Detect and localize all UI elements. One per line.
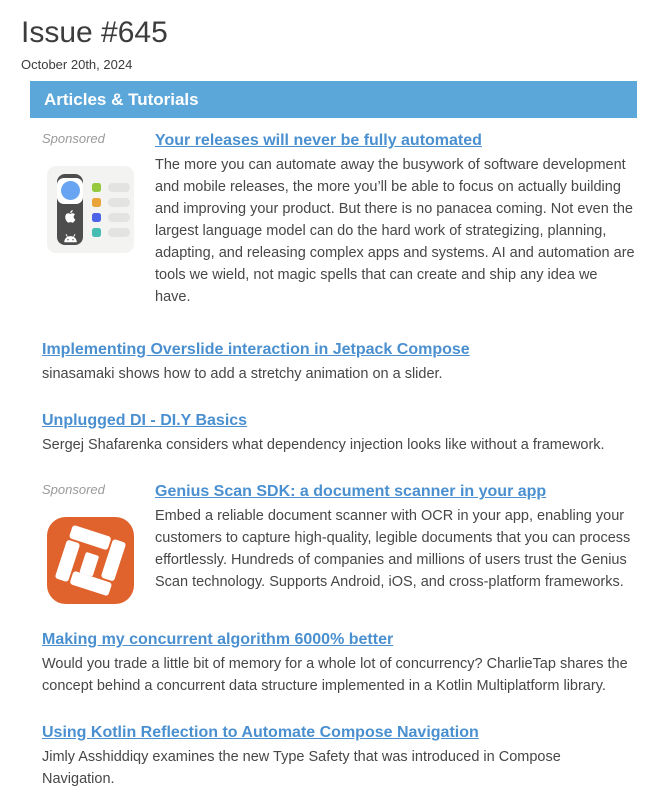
android-icon [62,229,78,245]
article-concurrent-algorithm [42,630,635,697]
article-description: Sergej Shafarenka considers what dependency injection looks like without a framework. [42,437,605,453]
text-placeholder-bar [108,213,130,222]
status-dot-blue-icon [92,213,101,222]
apple-icon [62,209,78,225]
text-placeholder-bar [108,228,130,237]
article-kotlin-reflection-navigation [42,723,635,790]
text-placeholder-bar [108,183,130,192]
sponsor-image-release-dashboard[interactable] [47,166,134,253]
article-overslide-compose [42,340,635,385]
checklist-row [92,213,130,222]
text-placeholder-bar [108,198,130,207]
issue-date: October 20th, 2024 [21,57,133,72]
article-description: Jimly Asshiddiqy examines the new Type Safety that was introduced in Compose Navigation. [42,749,561,787]
blue-circle-icon [61,181,80,200]
article-link-releases-automated[interactable]: Your releases will never be fully automated [155,132,482,149]
status-dot-teal-icon [92,228,101,237]
article-unplugged-di [42,411,635,456]
checklist-rows [83,174,130,245]
article-sponsored-genius-scan [42,482,635,604]
checklist-row [92,183,130,192]
checklist-row [92,228,130,237]
article-description: The more you can automate away the busywork of software development and mobile releases, the more you’ll be able to focus on actually building and improving your product. But there is no panacea coming. Not even the largest language model can do the hard work of strategizing, planning, adapting, and releasing complex apps and systems. AI and automation are tools we wield, not magic spells that can create and ship any idea we have. [155,157,635,305]
selected-platform-tile [57,178,83,204]
newsletter-page [0,16,649,790]
article-sponsored-releases [42,131,635,308]
status-dot-green-icon [92,183,101,192]
sponsored-label: Sponsored [42,482,105,497]
article-link-unplugged-di[interactable]: Unplugged DI - DI.Y Basics [42,412,248,429]
article-link-overslide[interactable]: Implementing Overslide interaction in Jetpack Compose [42,341,470,358]
section-header-articles-tutorials [30,81,637,118]
sponsor-text-column [155,482,635,604]
section-title: Articles & Tutorials [44,89,199,109]
article-link-kotlin-reflection[interactable]: Using Kotlin Reflection to Automate Compose Navigation [42,724,479,741]
sponsor-text-column [155,131,635,308]
article-description: Would you trade a little bit of memory for a whole lot of concurrency? CharlieTap shares the concept behind a concurrent data structure implemented in a Kotlin Multiplatform library. [42,656,628,694]
platform-sidebar [57,174,83,245]
sponsored-label: Sponsored [42,131,105,146]
article-link-genius-scan[interactable]: Genius Scan SDK: a document scanner in your app [155,483,547,500]
status-dot-orange-icon [92,198,101,207]
genius-scan-app-icon[interactable] [47,517,134,604]
sponsor-left-column [42,131,155,308]
issue-title: Issue #645 [21,16,168,49]
article-link-concurrent-algorithm[interactable]: Making my concurrent algorithm 6000% better [42,631,394,648]
article-description: Embed a reliable document scanner with OCR in your app, enabling your customers to capture high-quality, legible documents that you can process effortlessly. Hundreds of companies and millions of users trust the Genius Scan technology. Supports Android, iOS, and cross-platform frameworks. [155,508,631,590]
articles-list [42,131,635,790]
sponsor-left-column [42,482,155,604]
article-description: sinasamaki shows how to add a stretchy animation on a slider. [42,366,443,382]
checklist-row [92,198,130,207]
